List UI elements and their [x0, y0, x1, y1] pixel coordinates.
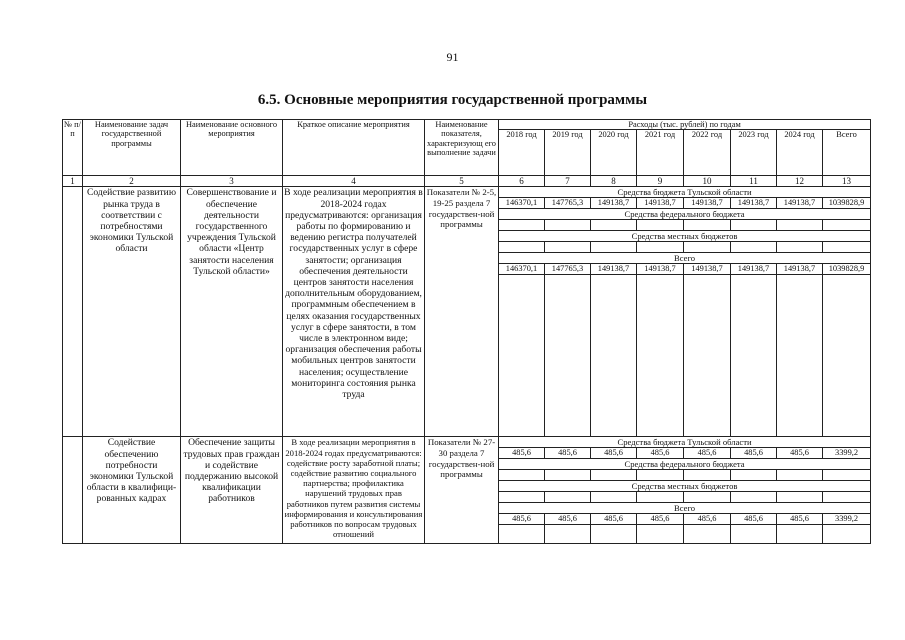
funding-label-federal: Средства федерального бюджета: [499, 459, 871, 470]
total-cell: 147765,3: [545, 264, 591, 275]
header-year: 2019 год: [545, 130, 591, 176]
empty-cell: [637, 275, 684, 437]
empty-cell: [684, 470, 731, 481]
column-number: 12: [777, 176, 823, 187]
header-year: 2021 год: [637, 130, 684, 176]
empty-cell: [731, 242, 777, 253]
total-cell: 149138,7: [591, 264, 637, 275]
column-number: 13: [823, 176, 871, 187]
header-indicator: Наименование показателя, характеризующ его выполнение задачи: [425, 120, 499, 176]
empty-cell: [637, 492, 684, 503]
empty-cell: [545, 525, 591, 544]
empty-cell: [545, 492, 591, 503]
total-cell: 1039828,9: [823, 264, 871, 275]
header-expenses: Расходы (тыс. рублей) по годам: [499, 120, 871, 130]
header-year: 2023 год: [731, 130, 777, 176]
empty-cell: [545, 242, 591, 253]
funding-label-regional: Средства бюджета Тульской области: [499, 187, 871, 198]
empty-cell: [545, 220, 591, 231]
empty-cell: [777, 492, 823, 503]
empty-cell: [731, 470, 777, 481]
empty-cell: [499, 242, 545, 253]
empty-cell: [777, 220, 823, 231]
row-number: [63, 437, 83, 544]
empty-cell: [637, 220, 684, 231]
value-cell: 485,6: [637, 448, 684, 459]
total-cell: 485,6: [637, 514, 684, 525]
empty-cell: [684, 525, 731, 544]
empty-cell: [684, 492, 731, 503]
event-description: В ходе реализации мероприятия в 2018-2024 годах предусматриваются: содействие росту заработной платы; содействие развитию социального партнерства; профилактика нарушений трудовых прав работников путем развития системы информирования и консультирования работников по вопросам трудовых отношений: [283, 437, 425, 544]
empty-cell: [499, 275, 545, 437]
event-description: В ходе реализации мероприятия в 2018-2024 годах предусматриваются: организация работы по формированию и ведению регистра получателей государственных услуг в сфере занятости; организация обеспечения деятельности центров занятости населения дополнительным оборудованием, программным обеспечением в целях оказания государственных услуг в сфере занятости, в том числе в электронном виде; организация обеспечения работы мобильных центров занятости населения; осуществление мониторинга состояния рынка труда: [283, 187, 425, 437]
empty-cell: [684, 220, 731, 231]
total-cell: 485,6: [777, 514, 823, 525]
empty-cell: [777, 242, 823, 253]
empty-cell: [731, 492, 777, 503]
total-cell: 3399,2: [823, 514, 871, 525]
empty-cell: [731, 275, 777, 437]
empty-cell: [777, 525, 823, 544]
event-name: Совершенствование и обеспечение деятельности государственного учреждения Тульской области «Центр занятости населения Тульской области»: [181, 187, 283, 437]
page-number: 91: [446, 50, 459, 64]
header-desc: Краткое описание мероприятия: [283, 120, 425, 176]
empty-cell: [545, 275, 591, 437]
value-cell: 485,6: [684, 448, 731, 459]
column-number: 2: [83, 176, 181, 187]
empty-cell: [591, 492, 637, 503]
column-number: 4: [283, 176, 425, 187]
indicator: Показатели № 2-5, 19-25 раздела 7 государствен-ной программы: [425, 187, 499, 437]
total-cell: 149138,7: [731, 264, 777, 275]
empty-cell: [637, 525, 684, 544]
header-total: Всего: [823, 130, 871, 176]
column-number: 11: [731, 176, 777, 187]
empty-cell: [823, 275, 871, 437]
empty-cell: [823, 220, 871, 231]
empty-cell: [499, 470, 545, 481]
value-cell: 1039828,9: [823, 198, 871, 209]
header-year: 2022 год: [684, 130, 731, 176]
row-number: [63, 187, 83, 437]
header-num: № п/п: [63, 120, 83, 176]
value-cell: 485,6: [499, 448, 545, 459]
empty-cell: [777, 275, 823, 437]
value-cell: 146370,1: [499, 198, 545, 209]
empty-cell: [637, 470, 684, 481]
column-number: 9: [637, 176, 684, 187]
funding-label-total: Всего: [499, 503, 871, 514]
empty-cell: [823, 492, 871, 503]
empty-cell: [499, 525, 545, 544]
empty-cell: [823, 525, 871, 544]
column-number: 10: [684, 176, 731, 187]
value-cell: 149138,7: [731, 198, 777, 209]
section-title: 6.5. Основные мероприятия государственной программы: [257, 92, 648, 108]
header-year: 2020 год: [591, 130, 637, 176]
value-cell: 149138,7: [637, 198, 684, 209]
header-year: 2024 год: [777, 130, 823, 176]
total-cell: 485,6: [499, 514, 545, 525]
empty-cell: [591, 470, 637, 481]
header-year: 2018 год: [499, 130, 545, 176]
empty-cell: [684, 242, 731, 253]
value-cell: 485,6: [777, 448, 823, 459]
empty-cell: [545, 470, 591, 481]
total-cell: 149138,7: [684, 264, 731, 275]
total-cell: 149138,7: [637, 264, 684, 275]
value-cell: 485,6: [731, 448, 777, 459]
total-cell: 149138,7: [777, 264, 823, 275]
empty-cell: [777, 470, 823, 481]
column-number: 6: [499, 176, 545, 187]
value-cell: 147765,3: [545, 198, 591, 209]
empty-cell: [823, 242, 871, 253]
indicator: Показатели № 27-30 раздела 7 государствен-ной программы: [425, 437, 499, 544]
funding-label-total: Всего: [499, 253, 871, 264]
column-number: 5: [425, 176, 499, 187]
funding-label-federal: Средства федерального бюджета: [499, 209, 871, 220]
event-name: Обеспечение защиты трудовых прав граждан и содействие поддержанию высокой квалификации работников: [181, 437, 283, 544]
empty-cell: [731, 525, 777, 544]
column-numbers-row: [63, 176, 871, 187]
total-cell: 146370,1: [499, 264, 545, 275]
header-event: Наименование основного мероприятия: [181, 120, 283, 176]
empty-cell: [823, 470, 871, 481]
total-cell: 485,6: [591, 514, 637, 525]
funding-label-local: Средства местных бюджетов: [499, 231, 871, 242]
value-cell: 485,6: [545, 448, 591, 459]
empty-cell: [731, 220, 777, 231]
column-number: 3: [181, 176, 283, 187]
task-name: Содействие обеспечению потребности экономики Тульской области в квалифици-рованных кадрах: [83, 437, 181, 544]
value-cell: 149138,7: [684, 198, 731, 209]
empty-cell: [591, 242, 637, 253]
column-number: 1: [63, 176, 83, 187]
total-cell: 485,6: [731, 514, 777, 525]
header-task: Наименование задач государственной программы: [83, 120, 181, 176]
empty-cell: [499, 220, 545, 231]
empty-cell: [684, 275, 731, 437]
column-number: 8: [591, 176, 637, 187]
funding-label-regional: Средства бюджета Тульской области: [499, 437, 871, 448]
value-cell: 3399,2: [823, 448, 871, 459]
value-cell: 149138,7: [591, 198, 637, 209]
empty-cell: [591, 220, 637, 231]
total-cell: 485,6: [684, 514, 731, 525]
funding-label-local: Средства местных бюджетов: [499, 481, 871, 492]
empty-cell: [591, 525, 637, 544]
value-cell: 485,6: [591, 448, 637, 459]
column-number: 7: [545, 176, 591, 187]
events-table: [62, 119, 871, 544]
empty-cell: [591, 275, 637, 437]
task-name: Содействие развитию рынка труда в соответствии с потребностями экономики Тульской области: [83, 187, 181, 437]
empty-cell: [637, 242, 684, 253]
empty-cell: [499, 492, 545, 503]
value-cell: 149138,7: [777, 198, 823, 209]
total-cell: 485,6: [545, 514, 591, 525]
